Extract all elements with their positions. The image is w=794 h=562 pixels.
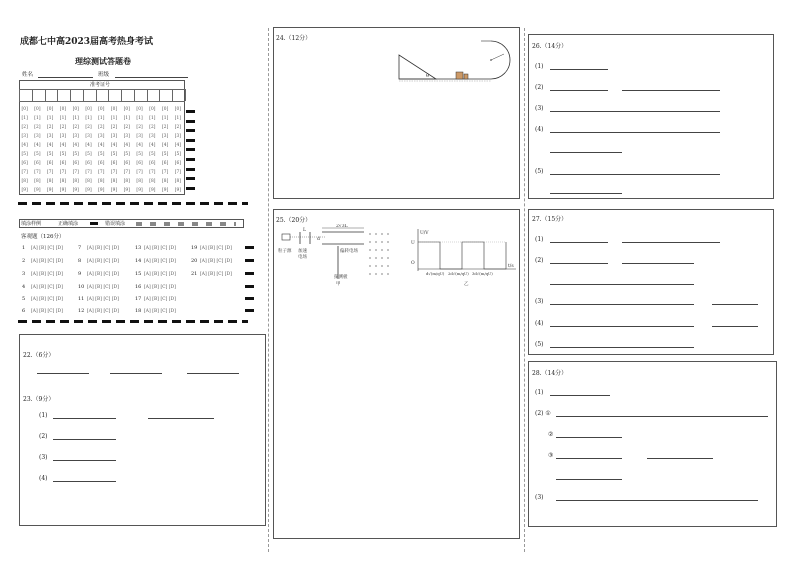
- q26-blank-4b[interactable]: [550, 152, 622, 153]
- q28-blank-2-3b[interactable]: [647, 458, 713, 459]
- admission-digit-bubble[interactable]: [6]: [34, 161, 41, 166]
- choice-number: 4: [22, 284, 26, 290]
- admission-digit-bubble[interactable]: [9]: [21, 188, 28, 193]
- admission-digit-bubble[interactable]: [1]: [72, 116, 79, 121]
- admission-digit-bubble[interactable]: [3]: [149, 134, 156, 139]
- choice-number: 9: [78, 271, 82, 277]
- admission-digit-bubble[interactable]: [1]: [149, 116, 156, 121]
- q23-part-3: (3): [39, 454, 48, 461]
- class-label: 班级: [98, 72, 110, 78]
- admission-digit-bubble[interactable]: [6]: [161, 161, 169, 166]
- admission-digit-bubble[interactable]: [0]: [21, 107, 28, 112]
- admission-digit-bubble[interactable]: [2]: [161, 125, 169, 130]
- admission-digit-bubble[interactable]: [6]: [174, 161, 182, 166]
- q27-blank-2a[interactable]: [550, 263, 608, 264]
- timing-mark: [245, 309, 254, 312]
- q27-part-5: (5): [535, 341, 544, 348]
- admission-digit-bubble[interactable]: [3]: [123, 134, 131, 139]
- admission-digit-bubble[interactable]: [8]: [59, 179, 67, 184]
- admission-digit-bubble[interactable]: [6]: [21, 161, 28, 166]
- q25-t3: 3d√(m/qU): [472, 271, 493, 276]
- admission-digit-bubble[interactable]: [2]: [34, 125, 41, 130]
- choice-number: 12: [78, 308, 85, 314]
- choice-number: 10: [78, 284, 85, 290]
- admission-digit-bubble[interactable]: [6]: [136, 161, 143, 166]
- column-separator: [524, 28, 525, 552]
- q25-d: d: [317, 237, 320, 242]
- q27-part-1: (1): [535, 236, 544, 243]
- admission-digit-bubble[interactable]: [4]: [110, 143, 118, 148]
- admission-digit-bubble[interactable]: [1]: [174, 116, 182, 121]
- admission-digit-bubble[interactable]: [4]: [98, 143, 105, 148]
- admission-digit-bubble[interactable]: [9]: [72, 188, 79, 193]
- admission-digit-bubble[interactable]: [7]: [161, 170, 169, 175]
- timing-mark: [245, 272, 254, 275]
- admission-digit-bubble[interactable]: [7]: [21, 170, 28, 175]
- q25-field: 电场: [298, 255, 307, 260]
- q27-blank-2c[interactable]: [550, 284, 694, 285]
- choice-options[interactable]: [A] [B] [C] [D]: [87, 297, 120, 302]
- admission-digit-bubble[interactable]: [5]: [110, 152, 118, 157]
- q24-figure: [396, 31, 521, 83]
- admission-digit-bubble[interactable]: [9]: [136, 188, 143, 193]
- admission-digit-bubble[interactable]: [5]: [161, 152, 169, 157]
- admission-digit-bubble[interactable]: [8]: [110, 179, 118, 184]
- q26-part-3: (3): [535, 105, 544, 112]
- admission-digit-bubble[interactable]: [3]: [110, 134, 118, 139]
- admission-digit-bubble[interactable]: [9]: [174, 188, 182, 193]
- admission-digit-bubble[interactable]: [3]: [85, 134, 92, 139]
- q25-U: U: [411, 241, 415, 246]
- admission-digit-bubble[interactable]: [0]: [34, 107, 41, 112]
- choice-number: 18: [135, 308, 142, 314]
- admission-digit-bubble[interactable]: [8]: [21, 179, 28, 184]
- admission-digit-bubble[interactable]: [0]: [174, 107, 182, 112]
- q28-part-2: (2) ①: [535, 410, 551, 417]
- admission-digit-bubble[interactable]: [8]: [85, 179, 92, 184]
- admission-digit-bubble[interactable]: [3]: [174, 134, 182, 139]
- admission-digit-bubble[interactable]: [1]: [98, 116, 105, 121]
- admission-digit-bubble[interactable]: [7]: [85, 170, 92, 175]
- admission-digit-bubble[interactable]: [7]: [149, 170, 156, 175]
- q26-label: 26.（14分）: [532, 43, 568, 50]
- choice-options[interactable]: [A] [B] [C] [D]: [144, 259, 177, 264]
- q28-part-1: (1): [535, 389, 544, 396]
- admission-digit-bubble[interactable]: [7]: [123, 170, 131, 175]
- admission-digit-bubble[interactable]: [7]: [174, 170, 182, 175]
- admission-digit-bubble[interactable]: [6]: [47, 161, 54, 166]
- admission-digit-bubble[interactable]: [5]: [174, 152, 182, 157]
- admission-digit-bubble[interactable]: [8]: [174, 179, 182, 184]
- q27-part-4: (4): [535, 320, 544, 327]
- admission-digit-bubble[interactable]: [7]: [34, 170, 41, 175]
- admission-digit-bubble[interactable]: [3]: [21, 134, 28, 139]
- admission-digit-bubble[interactable]: [0]: [110, 107, 118, 112]
- admission-digit-bubble[interactable]: [2]: [149, 125, 156, 130]
- q25-figure-jia: [278, 224, 403, 286]
- admission-digit-bubble[interactable]: [9]: [110, 188, 118, 193]
- admission-digit-bubble[interactable]: [7]: [136, 170, 143, 175]
- admission-digit-bubble[interactable]: [7]: [59, 170, 67, 175]
- q28-blank-3[interactable]: [556, 500, 758, 501]
- admission-digit-bubble[interactable]: [5]: [21, 152, 28, 157]
- admission-digit-bubble[interactable]: [4]: [149, 143, 156, 148]
- q24-angle-label: θ: [426, 73, 430, 79]
- admission-digit-bubble[interactable]: [2]: [174, 125, 182, 130]
- admission-digit-bubble[interactable]: [5]: [136, 152, 143, 157]
- q25-accel: 加速: [298, 249, 307, 254]
- q22-blank-3[interactable]: [187, 373, 239, 374]
- admission-digit-bubble[interactable]: [2]: [85, 125, 92, 130]
- admission-digit-bubble[interactable]: [5]: [47, 152, 54, 157]
- admission-digit-bubble[interactable]: [9]: [149, 188, 156, 193]
- admission-digit-bubble[interactable]: [9]: [59, 188, 67, 193]
- choice-options[interactable]: [A] [B] [C] [D]: [87, 309, 120, 314]
- choice-options[interactable]: [A] [B] [C] [D]: [144, 309, 177, 314]
- choice-number: 5: [22, 296, 26, 302]
- timing-dash-bottom: [18, 320, 248, 323]
- q26-blank-1[interactable]: [550, 69, 608, 70]
- q27-blank-5[interactable]: [550, 347, 694, 348]
- q25-2sqrt3L: 2√3L: [336, 224, 348, 229]
- admission-digit-bubble[interactable]: [1]: [161, 116, 169, 121]
- q22-label: 22.（6分）: [23, 352, 55, 359]
- admission-digit-bubble[interactable]: [2]: [98, 125, 105, 130]
- choice-number: 17: [135, 296, 142, 302]
- q26-blank-2a[interactable]: [550, 90, 608, 91]
- admission-digit-bubble[interactable]: [4]: [123, 143, 131, 148]
- q28-blank-1[interactable]: [550, 395, 610, 396]
- choice-options[interactable]: [A] [B] [C] [D]: [31, 246, 64, 251]
- q28-part-3: (3): [535, 494, 544, 501]
- q23-part-2: (2): [39, 433, 48, 440]
- q23-blank-4[interactable]: [53, 481, 116, 482]
- choice-number: 20: [191, 258, 198, 264]
- q27-blank-4b[interactable]: [712, 326, 758, 327]
- choice-number: 13: [135, 245, 142, 251]
- choice-options[interactable]: [A] [B] [C] [D]: [31, 297, 64, 302]
- exam-title: 成都七中高2023届高考热身考试: [20, 37, 154, 47]
- q23-blank-2[interactable]: [53, 439, 116, 440]
- q25-probe: 探测板: [334, 275, 348, 280]
- q25-U-axis: U/V: [420, 231, 429, 236]
- q25-figure-yi: [404, 227, 518, 289]
- q26-blank-4a[interactable]: [550, 132, 720, 133]
- q26-part-5: (5): [535, 168, 544, 175]
- q27-label: 27.（15分）: [532, 216, 568, 223]
- admission-digit-bubble[interactable]: [5]: [59, 152, 67, 157]
- choice-number: 1: [22, 245, 26, 251]
- q23-blank-1a[interactable]: [53, 418, 116, 419]
- exam-subtitle: 理综测试答题卷: [75, 56, 131, 66]
- admission-digit-bubble[interactable]: [9]: [123, 188, 131, 193]
- choice-options[interactable]: [A] [B] [C] [D]: [200, 246, 233, 251]
- q27-part-3: (3): [535, 298, 544, 305]
- q25-yi: 乙: [464, 282, 469, 287]
- admission-label: 准考证号: [90, 82, 111, 88]
- q26-blank-2b[interactable]: [622, 90, 720, 91]
- q28-blank-2-2[interactable]: [556, 437, 622, 438]
- admission-digit-bubble[interactable]: [3]: [98, 134, 105, 139]
- admission-digit-bubble[interactable]: [5]: [98, 152, 105, 157]
- admission-digit-bubble[interactable]: [1]: [59, 116, 67, 121]
- q22-blank-2[interactable]: [110, 373, 162, 374]
- choice-title: 客观题（126分）: [21, 234, 65, 240]
- admission-digit-bubble[interactable]: [2]: [123, 125, 131, 130]
- admission-digit-bubble[interactable]: [6]: [149, 161, 156, 166]
- q26-blank-3[interactable]: [550, 111, 720, 112]
- timing-mark: [245, 285, 254, 288]
- admission-digit-bubble[interactable]: [9]: [161, 188, 169, 193]
- q23-blank-3[interactable]: [53, 460, 116, 461]
- choice-number: 11: [78, 296, 85, 302]
- admission-digit-bubble[interactable]: [2]: [59, 125, 67, 130]
- choice-number: 2: [22, 258, 26, 264]
- q27-blank-4a[interactable]: [550, 326, 694, 327]
- admission-digit-bubble[interactable]: [1]: [123, 116, 131, 121]
- q26-part-1: (1): [535, 63, 544, 70]
- q27-box: [528, 209, 774, 355]
- admission-digit-bubble[interactable]: [1]: [85, 116, 92, 121]
- admission-digit-bubble[interactable]: [3]: [161, 134, 169, 139]
- choice-area: [0, 0, 270, 330]
- q28-box: [528, 361, 777, 527]
- admission-digit-bubble[interactable]: [3]: [136, 134, 143, 139]
- q27-blank-3b[interactable]: [712, 304, 758, 305]
- admission-digit-bubble[interactable]: [0]: [59, 107, 67, 112]
- q25-label: 25.（20分）: [276, 217, 312, 224]
- admission-digit-bubble[interactable]: [8]: [149, 179, 156, 184]
- choice-options[interactable]: [A] [B] [C] [D]: [200, 259, 233, 264]
- admission-digit-bubble[interactable]: [3]: [34, 134, 41, 139]
- q28-blank-2-1[interactable]: [556, 416, 768, 417]
- admission-digit-bubble[interactable]: [0]: [47, 107, 54, 112]
- admission-digit-bubble[interactable]: [7]: [98, 170, 105, 175]
- admission-digit-bubble[interactable]: [9]: [34, 188, 41, 193]
- admission-digit-bubble[interactable]: [0]: [85, 107, 92, 112]
- choice-options[interactable]: [A] [B] [C] [D]: [200, 272, 233, 277]
- admission-digit-bubble[interactable]: [8]: [98, 179, 105, 184]
- admission-digit-bubble[interactable]: [0]: [72, 107, 79, 112]
- admission-digit-bubble[interactable]: [3]: [47, 134, 54, 139]
- q27-blank-3a[interactable]: [550, 304, 694, 305]
- admission-digit-bubble[interactable]: [6]: [110, 161, 118, 166]
- admission-digit-bubble[interactable]: [1]: [34, 116, 41, 121]
- admission-digit-bubble[interactable]: [4]: [47, 143, 54, 148]
- q27-blank-1b[interactable]: [622, 242, 720, 243]
- q23-part-4: (4): [39, 475, 48, 482]
- admission-digit-bubble[interactable]: [5]: [85, 152, 92, 157]
- admission-digit-bubble[interactable]: [2]: [72, 125, 79, 130]
- q25-L: L: [303, 228, 306, 233]
- admission-digit-bubble[interactable]: [0]: [123, 107, 131, 112]
- admission-digit-bubble[interactable]: [5]: [72, 152, 79, 157]
- admission-digit-bubble[interactable]: [4]: [72, 143, 79, 148]
- choice-number: 3: [22, 271, 26, 277]
- admission-digit-bubble[interactable]: [5]: [123, 152, 131, 157]
- admission-digit-bubble[interactable]: [2]: [47, 125, 54, 130]
- admission-digit-bubble[interactable]: [1]: [21, 116, 28, 121]
- admission-digit-bubble[interactable]: [2]: [21, 125, 28, 130]
- admission-digit-bubble[interactable]: [9]: [47, 188, 54, 193]
- choice-number: 7: [78, 245, 82, 251]
- admission-digit-bubble[interactable]: [8]: [136, 179, 143, 184]
- admission-digit-bubble[interactable]: [8]: [123, 179, 131, 184]
- q22-q23-box: [19, 334, 266, 526]
- fill-wrong-label: 错误填涂: [105, 221, 126, 227]
- choice-number: 16: [135, 284, 142, 290]
- q27-blank-1a[interactable]: [550, 242, 608, 243]
- admission-digit-bubble[interactable]: [1]: [110, 116, 118, 121]
- q26-blank-5a[interactable]: [550, 174, 720, 175]
- timing-mark: [245, 246, 254, 249]
- q23-label: 23.（9分）: [23, 396, 55, 403]
- choice-options[interactable]: [A] [B] [C] [D]: [144, 272, 177, 277]
- choice-options[interactable]: [A] [B] [C] [D]: [31, 285, 64, 290]
- choice-options[interactable]: [A] [B] [C] [D]: [31, 272, 64, 277]
- admission-digit-bubble[interactable]: [4]: [161, 143, 169, 148]
- admission-digit-bubble[interactable]: [6]: [59, 161, 67, 166]
- admission-digit-bubble[interactable]: [8]: [161, 179, 169, 184]
- q25-O: O: [411, 261, 415, 266]
- q25-t: t/s: [508, 264, 514, 269]
- choice-options[interactable]: [A] [B] [C] [D]: [144, 246, 177, 251]
- choice-options[interactable]: [A] [B] [C] [D]: [31, 309, 64, 314]
- q25-plate: 偏转电场: [340, 249, 358, 254]
- choice-number: 8: [78, 258, 82, 264]
- admission-digit-bubble[interactable]: [8]: [47, 179, 54, 184]
- admission-digit-bubble[interactable]: [0]: [149, 107, 156, 112]
- q28-blank-2-4[interactable]: [556, 479, 622, 480]
- admission-digit-bubble[interactable]: [5]: [34, 152, 41, 157]
- admission-digit-bubble[interactable]: [7]: [72, 170, 79, 175]
- q23-blank-1b[interactable]: [148, 418, 214, 419]
- admission-digit-bubble[interactable]: [4]: [174, 143, 182, 148]
- choice-options[interactable]: [A] [B] [C] [D]: [87, 285, 120, 290]
- choice-number: 14: [135, 258, 142, 264]
- name-label: 姓名: [22, 72, 34, 78]
- q26-part-4: (4): [535, 126, 544, 133]
- choice-number: 6: [22, 308, 26, 314]
- admission-digit-bubble[interactable]: [4]: [136, 143, 143, 148]
- admission-digit-bubble[interactable]: [4]: [34, 143, 41, 148]
- choice-options[interactable]: [A] [B] [C] [D]: [87, 272, 120, 277]
- admission-digit-bubble[interactable]: [6]: [98, 161, 105, 166]
- q27-part-2: (2): [535, 257, 544, 264]
- q28-blank-2-3a[interactable]: [556, 458, 622, 459]
- admission-digit-bubble[interactable]: [2]: [136, 125, 143, 130]
- q26-part-2: (2): [535, 84, 544, 91]
- admission-digit-bubble[interactable]: [8]: [72, 179, 79, 184]
- admission-digit-bubble[interactable]: [4]: [21, 143, 28, 148]
- admission-digit-bubble[interactable]: [6]: [72, 161, 79, 166]
- q25-source: 粒子源: [278, 249, 292, 254]
- admission-digit-bubble[interactable]: [0]: [136, 107, 143, 112]
- choice-options[interactable]: [A] [B] [C] [D]: [87, 259, 120, 264]
- admission-digit-bubble[interactable]: [7]: [110, 170, 118, 175]
- q27-blank-2b[interactable]: [622, 263, 694, 264]
- admission-digit-bubble[interactable]: [3]: [72, 134, 79, 139]
- admission-digit-bubble[interactable]: [7]: [47, 170, 54, 175]
- admission-digit-bubble[interactable]: [9]: [98, 188, 105, 193]
- q28-part-2-2: ②: [548, 431, 554, 438]
- choice-options[interactable]: [A] [B] [C] [D]: [144, 297, 177, 302]
- q28-part-2-3: ③: [548, 452, 554, 459]
- admission-digit-bubble[interactable]: [8]: [34, 179, 41, 184]
- choice-number: 19: [191, 245, 198, 251]
- admission-digit-bubble[interactable]: [9]: [85, 188, 92, 193]
- choice-number: 15: [135, 271, 142, 277]
- q23-part-1: (1): [39, 412, 48, 419]
- timing-mark: [245, 259, 254, 262]
- choice-options[interactable]: [A] [B] [C] [D]: [87, 246, 120, 251]
- fill-example-label: 填涂样例: [21, 221, 42, 227]
- timing-mark: [245, 297, 254, 300]
- choice-options[interactable]: [A] [B] [C] [D]: [144, 285, 177, 290]
- choice-options[interactable]: [A] [B] [C] [D]: [31, 259, 64, 264]
- q22-blank-1[interactable]: [37, 373, 89, 374]
- fill-correct-label: 正确填涂: [58, 221, 79, 227]
- q26-blank-5b[interactable]: [550, 193, 622, 194]
- choice-number: 21: [191, 271, 198, 277]
- admission-digit-bubble[interactable]: [4]: [85, 143, 92, 148]
- admission-digit-bubble[interactable]: [1]: [47, 116, 54, 121]
- q25-t1: d√(m/qU): [426, 271, 445, 276]
- admission-digit-bubble[interactable]: [6]: [85, 161, 92, 166]
- admission-digit-bubble[interactable]: [1]: [136, 116, 143, 121]
- q25-t2: 2d√(m/qU): [448, 271, 469, 276]
- admission-digit-bubble[interactable]: [3]: [59, 134, 67, 139]
- q28-label: 28.（14分）: [532, 370, 568, 377]
- q24-label: 24.（12分）: [276, 35, 312, 42]
- admission-digit-bubble[interactable]: [6]: [123, 161, 131, 166]
- admission-digit-bubble[interactable]: [0]: [98, 107, 105, 112]
- admission-digit-bubble[interactable]: [2]: [110, 125, 118, 130]
- q25-jia: 甲: [336, 282, 341, 286]
- admission-digit-bubble[interactable]: [0]: [161, 107, 169, 112]
- admission-digit-bubble[interactable]: [5]: [149, 152, 156, 157]
- admission-digit-bubble[interactable]: [4]: [59, 143, 67, 148]
